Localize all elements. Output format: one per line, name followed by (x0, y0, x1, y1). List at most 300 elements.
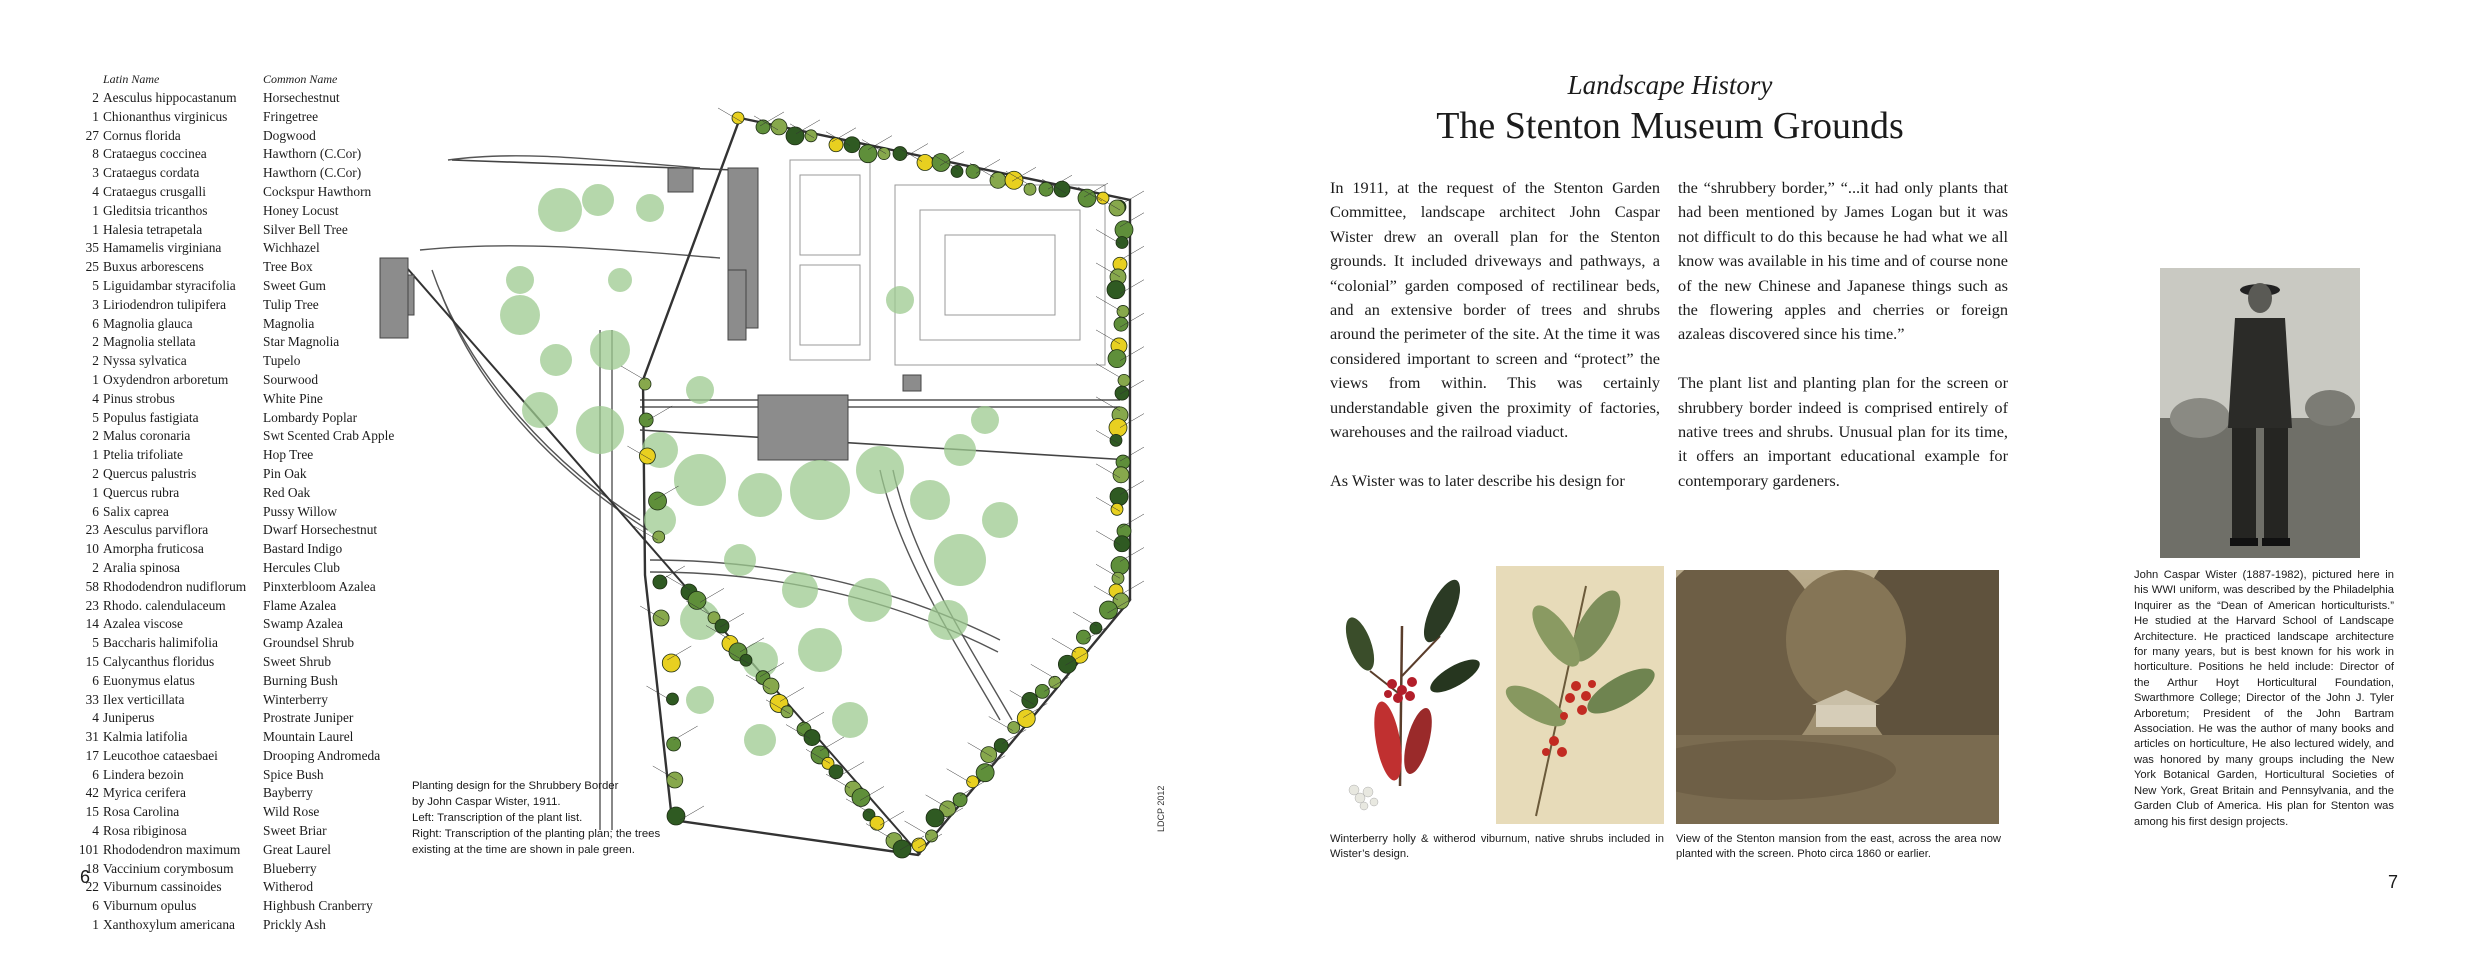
plant-row (78, 409, 408, 428)
latin-name: Halesia tetrapetala (103, 221, 203, 237)
latin-name: Viburnum cassinoides (103, 879, 222, 895)
common-name: Wichhazel (263, 240, 320, 256)
label-leader (1031, 664, 1055, 678)
border-plant (653, 575, 667, 589)
latin-name: Juniperus (103, 710, 155, 726)
existing-tree (934, 534, 986, 586)
existing-tree (686, 686, 714, 714)
plant-row (78, 258, 408, 277)
border-plant (786, 127, 804, 145)
plan-caption-line: Left: Transcription of the plant list. (412, 812, 583, 824)
plant-row (78, 672, 408, 691)
existing-tree (738, 473, 782, 517)
plant-quantity: 4 (92, 183, 99, 199)
plant-row (78, 221, 408, 240)
latin-name: Salix caprea (103, 503, 169, 519)
plant-row (78, 615, 408, 634)
latin-name: Vaccinium corymbosum (103, 860, 234, 876)
border-plant (917, 155, 933, 171)
existing-tree (744, 724, 776, 756)
latin-name: Aesculus parviflora (103, 522, 209, 538)
common-name: Sweet Gum (263, 277, 326, 293)
border-plant (1114, 536, 1130, 552)
common-name: Horsechestnut (263, 90, 340, 105)
plant-row (78, 371, 408, 390)
existing-tree (674, 454, 726, 506)
latin-name: Crataegus coccinea (103, 146, 207, 162)
common-name: Hawthorn (C.Cor) (263, 165, 362, 181)
border-plant (1113, 467, 1129, 483)
plant-row (78, 202, 408, 221)
latin-name: Amorpha fruticosa (103, 541, 204, 557)
plant-row (78, 521, 408, 540)
plant-row (78, 897, 408, 916)
article-column-1 (1330, 176, 1660, 518)
border-plant (667, 737, 681, 751)
border-plant (1114, 317, 1128, 331)
existing-tree (582, 184, 614, 216)
plant-quantity: 1 (92, 371, 99, 387)
plant-quantity: 1 (92, 108, 99, 124)
border-plant (763, 678, 779, 694)
plant-row (78, 822, 408, 841)
existing-tree (790, 460, 850, 520)
plant-quantity: 8 (92, 146, 99, 162)
latin-name: Kalmia latifolia (103, 729, 188, 745)
common-name: Star Magnolia (263, 334, 340, 350)
latin-name: Oxydendron arboretum (103, 371, 229, 387)
common-name: Witherod (263, 879, 314, 895)
label-leader (905, 821, 929, 835)
existing-tree (500, 295, 540, 335)
plant-quantity: 58 (85, 578, 99, 594)
common-name: Prostrate Juniper (263, 710, 354, 726)
border-plant (1111, 557, 1129, 575)
existing-tree (724, 544, 756, 576)
plant-row (78, 766, 408, 785)
border-plant (771, 119, 787, 135)
wister-portrait (2160, 268, 2360, 558)
border-plant (926, 809, 944, 827)
plan-caption-line: by John Caspar Wister, 1911. (412, 796, 561, 808)
plant-quantity: 2 (92, 428, 99, 444)
common-name-header: Common Name (263, 72, 338, 86)
latin-name: Magnolia glauca (103, 315, 193, 331)
plant-row (78, 239, 408, 258)
common-name: Highbush Cranberry (263, 898, 373, 914)
plant-quantity: 15 (85, 653, 99, 669)
mansion-caption: View of the Stenton mansion from the east, across the area now planted with the screen. Photo circa 1860 or earlier. (1676, 833, 2001, 860)
plant-quantity: 2 (92, 334, 99, 350)
existing-tree (590, 330, 630, 370)
latin-name: Ptelia trifoliate (103, 447, 183, 463)
article-title: The Stenton Museum Grounds (1436, 105, 1904, 147)
plant-quantity: 1 (92, 447, 99, 463)
paragraph: the “shrubbery border,” “...it had only plants that had been mentioned by James Logan but it was not difficult to do this because he had what we all know was available in his time and of course none of the new Chinese and Japanese things such as the flowering apples and cherries or foreign azaleas discovered since his time.” (1678, 178, 2008, 344)
latin-name: Leucothoe cataesbaei (103, 747, 218, 763)
plant-quantity: 6 (92, 503, 99, 519)
plant-quantity: 101 (78, 841, 99, 857)
latin-name: Aralia spinosa (103, 559, 180, 575)
common-name: Tulip Tree (263, 296, 319, 312)
existing-tree (832, 702, 868, 738)
plant-quantity: 23 (85, 597, 99, 613)
common-name: Burning Bush (263, 672, 338, 688)
latin-name: Xanthoxylum americana (103, 917, 235, 933)
wister-caption: John Caspar Wister (1887-1982), pictured here in his WWI uniform, was described by the Philadelphia Inquirer as the “Dean of American horticulturists.” He studied at the Harvard School of Landscape Architecture. He practiced landscape architecture for many years, but is best known for his work in horticulture. Positions he held include: Director of the Arthur Hoyt Horticultural Foundation, Swarthmore College; Director of the John J. Tyler Arboretum; President of the John Bartram Association. He was the author of many books and articles on horticulture, He also lectured widely, and was honored by many groups including the New York Botanical Garden, Horticultural Societies of New York, Great Britain and Pennsylvania, and the Garden Club of America. His plan for Stenton was among his first design projects. (2134, 569, 2394, 828)
label-leader (667, 646, 691, 660)
border-plant (1008, 722, 1020, 734)
border-plant (829, 138, 843, 152)
common-name: Mountain Laurel (263, 729, 354, 745)
common-name: Dwarf Horsechestnut (263, 522, 378, 538)
plant-row (78, 296, 408, 315)
label-leader (780, 687, 804, 701)
border-plant (1022, 692, 1038, 708)
plant-row (78, 916, 408, 935)
border-plant (756, 120, 770, 134)
plant-row (78, 540, 408, 559)
holly-caption: Winterberry holly & witherod viburnum, native shrubs included in Wister’s design. (1330, 833, 1664, 860)
latin-name: Liriodendron tulipifera (103, 296, 227, 312)
border-plant (912, 838, 926, 852)
border-plant (953, 793, 967, 807)
label-leader (800, 712, 824, 726)
plant-row (78, 860, 408, 879)
common-name: Hawthorn (C.Cor) (263, 146, 362, 162)
latin-name: Crataegus cordata (103, 165, 200, 181)
existing-tree (848, 578, 892, 622)
plant-row (78, 164, 408, 183)
latin-name: Gleditsia tricanthos (103, 202, 208, 218)
border-plant (1110, 488, 1128, 506)
plant-quantity: 33 (85, 691, 99, 707)
border-plant (732, 112, 744, 124)
common-name: Pin Oak (263, 465, 307, 481)
label-leader (648, 406, 672, 420)
label-leader (621, 366, 645, 380)
plant-row (78, 446, 408, 465)
plant-row (78, 183, 408, 202)
plant-quantity: 5 (92, 409, 99, 425)
latin-name: Lindera bezoin (103, 766, 184, 782)
plant-list (78, 70, 408, 935)
plant-row (78, 89, 408, 108)
existing-tree (928, 600, 968, 640)
plant-quantity: 1 (92, 917, 99, 933)
plant-row (78, 465, 408, 484)
label-leader (674, 726, 698, 740)
plan-caption (412, 778, 672, 858)
article-column-2 (1678, 176, 2008, 518)
common-name: Prickly Ash (263, 917, 326, 933)
credit-label: LDCP 2012 (1156, 785, 1166, 832)
plant-quantity: 3 (92, 296, 99, 312)
paragraph: In 1911, at the request of the Stenton Garden Committee, landscape architect John Caspar Wister drew an overall plan for the Stenton grounds. It included driveways and pathways, a “colonial” garden composed of rectilinear beds, and an extensive border of trees and shrubs around the perimeter of the site. At the time it was considered important to screen and “protect” the views from within. This was certainly understandable given the proximity of factories, warehouses and the railroad viaduct. (1330, 178, 1660, 442)
existing-tree (886, 286, 914, 314)
plant-row (78, 559, 408, 578)
plant-row (78, 108, 408, 127)
latin-name: Buxus arborescens (103, 259, 204, 275)
plant-quantity: 10 (85, 541, 99, 557)
border-plant (1054, 181, 1070, 197)
common-name: Pinxterbloom Azalea (263, 578, 376, 594)
plant-row (78, 691, 408, 710)
border-plant (1112, 572, 1124, 584)
border-plant (1035, 684, 1049, 698)
page-number-left: 6 (80, 867, 91, 887)
plan-caption-line: existing at the time are shown in pale green. (412, 844, 635, 856)
common-name: Cockspur Hawthorn (263, 183, 372, 199)
border-plant (1117, 305, 1129, 317)
latin-name: Rhododendron maximum (103, 841, 241, 857)
border-plant (740, 654, 752, 666)
common-name: Hercules Club (263, 559, 340, 575)
plant-list-header (78, 70, 408, 89)
plan-caption-line: Right: Transcription of the planting plan; the trees (412, 828, 661, 840)
latin-name: Populus fastigiata (103, 409, 199, 425)
common-name: Great Laurel (263, 841, 332, 857)
latin-name: Crataegus crusgalli (103, 183, 206, 199)
plant-list-rows (78, 89, 408, 935)
common-name: Hop Tree (263, 447, 314, 463)
border-plant (1107, 281, 1125, 299)
border-plant (870, 816, 884, 830)
plant-quantity: 2 (92, 90, 99, 105)
latin-name: Quercus rubra (103, 484, 180, 500)
plant-quantity: 22 (85, 879, 99, 895)
holly-illustration (1330, 566, 1490, 824)
common-name: Tree Box (263, 259, 313, 275)
existing-tree (798, 628, 842, 672)
label-leader (1073, 612, 1097, 626)
existing-tree (686, 376, 714, 404)
border-plant (878, 148, 890, 160)
existing-tree (910, 480, 950, 520)
common-name: Red Oak (263, 484, 311, 500)
common-name: Blueberry (263, 860, 317, 876)
latin-name: Aesculus hippocastanum (103, 90, 237, 105)
existing-tree (540, 344, 572, 376)
common-name: Fringetree (263, 108, 319, 124)
label-leader (1120, 514, 1144, 528)
plant-row (78, 709, 408, 728)
latin-name-header: Latin Name (103, 72, 160, 86)
common-name: Honey Locust (263, 202, 339, 218)
border-plant (653, 531, 665, 543)
existing-tree (608, 268, 632, 292)
common-name: Dogwood (263, 127, 316, 143)
common-name: Bayberry (263, 785, 313, 801)
article-kicker: Landscape History (1567, 70, 1773, 100)
common-name: Flame Azalea (263, 597, 337, 613)
plant-quantity: 4 (92, 823, 99, 839)
latin-name: Pinus strobus (103, 390, 175, 406)
common-name: White Pine (263, 390, 323, 406)
common-name: Magnolia (263, 315, 315, 331)
plant-row (78, 728, 408, 747)
plant-row (78, 503, 408, 522)
label-leader (1120, 213, 1144, 227)
plant-row (78, 127, 408, 146)
plant-quantity: 6 (92, 898, 99, 914)
plant-quantity: 31 (85, 729, 99, 745)
label-leader (1096, 397, 1120, 411)
existing-trees (500, 184, 1018, 756)
plant-quantity: 42 (85, 785, 99, 801)
latin-name: Malus coronaria (103, 428, 191, 444)
plant-quantity: 15 (85, 804, 99, 820)
plant-quantity: 27 (85, 127, 99, 143)
plan-caption-line: Planting design for the Shrubbery Border (412, 780, 619, 792)
border-plant (951, 165, 963, 177)
border-plant (994, 739, 1008, 753)
plant-quantity: 35 (85, 240, 99, 256)
existing-tree (522, 392, 558, 428)
existing-tree (576, 406, 624, 454)
latin-name: Chionanthus virginicus (103, 108, 228, 124)
latin-name: Hamamelis virginiana (103, 240, 222, 256)
plant-row (78, 333, 408, 352)
border-plant (1076, 630, 1090, 644)
plant-row (78, 484, 408, 503)
border-plant (1118, 374, 1130, 386)
border-plant (639, 413, 653, 427)
plant-row (78, 145, 408, 164)
plant-row (78, 578, 408, 597)
latin-name: Calycanthus floridus (103, 653, 215, 669)
plant-quantity: 23 (85, 522, 99, 538)
common-name: Lombardy Poplar (263, 409, 358, 425)
border-plant (829, 765, 843, 779)
common-name: Spice Bush (263, 766, 324, 782)
plant-quantity: 6 (92, 672, 99, 688)
border-plant (966, 164, 980, 178)
diagonal-street (400, 260, 920, 855)
latin-name: Magnolia stellata (103, 334, 196, 350)
latin-name: Azalea viscose (103, 616, 183, 632)
common-name: Tupelo (263, 353, 301, 369)
label-leader (1096, 330, 1120, 344)
plant-quantity: 2 (92, 353, 99, 369)
plant-quantity: 5 (92, 277, 99, 293)
existing-tree (538, 188, 582, 232)
latin-name: Euonymus elatus (103, 672, 195, 688)
plant-row (78, 352, 408, 371)
existing-tree (506, 266, 534, 294)
page-number-right: 7 (2388, 872, 2399, 892)
plant-quantity: 1 (92, 221, 99, 237)
common-name: Swt Scented Crab Apple (263, 428, 395, 444)
plant-quantity: 14 (85, 616, 99, 632)
plant-quantity: 25 (85, 259, 99, 275)
plant-row (78, 597, 408, 616)
plant-row (78, 277, 408, 296)
existing-tree (636, 194, 664, 222)
mansion-photo (1676, 570, 1999, 824)
plant-quantity: 6 (92, 766, 99, 782)
label-leader (1052, 638, 1076, 652)
plant-row (78, 315, 408, 334)
plant-row (78, 427, 408, 446)
common-name: Bastard Indigo (263, 541, 343, 557)
plant-row (78, 390, 408, 409)
common-name: Drooping Andromeda (263, 747, 381, 763)
paragraph: As Wister was to later describe his design for (1330, 470, 1625, 490)
plant-row (78, 878, 408, 897)
existing-tree (944, 434, 976, 466)
label-leader (1120, 447, 1144, 461)
latin-name: Ilex verticillata (103, 691, 185, 707)
planting-plan (370, 65, 1170, 865)
common-name: Sweet Briar (263, 823, 327, 839)
plant-quantity: 2 (92, 559, 99, 575)
common-name: Sourwood (263, 371, 319, 387)
latin-name: Myrica cerifera (103, 785, 186, 801)
plant-quantity: 1 (92, 202, 99, 218)
plant-quantity: 4 (92, 710, 99, 726)
border-plant (1115, 221, 1133, 239)
border-plant (976, 764, 994, 782)
border-plant (932, 153, 950, 171)
latin-name: Nyssa sylvatica (103, 353, 187, 369)
latin-name: Quercus palustris (103, 465, 197, 481)
viburnum-illustration (1496, 566, 1664, 824)
latin-name: Rhododendron nudiflorum (103, 578, 247, 594)
plant-quantity: 4 (92, 390, 99, 406)
border-plant (1110, 434, 1122, 446)
latin-name: Rhodo. calendulaceum (103, 597, 226, 613)
border-plant (859, 145, 877, 163)
border-plant (1090, 622, 1102, 634)
label-leader (1120, 581, 1144, 595)
common-name: Winterberry (263, 691, 328, 707)
common-name: Pussy Willow (263, 503, 337, 519)
border-plant (804, 730, 820, 746)
latin-name: Rosa ribiginosa (103, 823, 187, 839)
border-plant (1099, 601, 1117, 619)
latin-name: Baccharis halimifolia (103, 635, 218, 651)
common-name: Groundsel Shrub (263, 635, 355, 651)
border-plant (662, 654, 680, 672)
plant-quantity: 18 (85, 860, 99, 876)
common-name: Silver Bell Tree (263, 221, 348, 237)
existing-tree (971, 406, 999, 434)
common-name: Swamp Azalea (263, 616, 343, 632)
existing-tree (782, 572, 818, 608)
plant-row (78, 803, 408, 822)
plant-quantity: 17 (85, 747, 99, 763)
existing-tree (856, 446, 904, 494)
plant-row (78, 841, 408, 860)
common-name: Sweet Shrub (263, 653, 332, 669)
existing-tree (982, 502, 1018, 538)
plant-quantity: 6 (92, 315, 99, 331)
plant-quantity: 5 (92, 635, 99, 651)
plant-quantity: 2 (92, 465, 99, 481)
plant-quantity: 1 (92, 484, 99, 500)
border-plant (1109, 419, 1127, 437)
border-plant (844, 137, 860, 153)
plant-row (78, 747, 408, 766)
border-plant (639, 448, 655, 464)
paragraph: The plant list and planting plan for the screen or shrubbery border indeed is comprised entirely of native trees and shrubs. Unusual plan for its time, it offers an important educational example for contemporary gardeners. (1678, 373, 2008, 490)
plant-row (78, 634, 408, 653)
border-plant (990, 172, 1006, 188)
latin-name: Cornus florida (103, 127, 181, 143)
latin-name: Rosa Carolina (103, 804, 180, 820)
latin-name: Liguidambar styracifolia (103, 277, 236, 293)
